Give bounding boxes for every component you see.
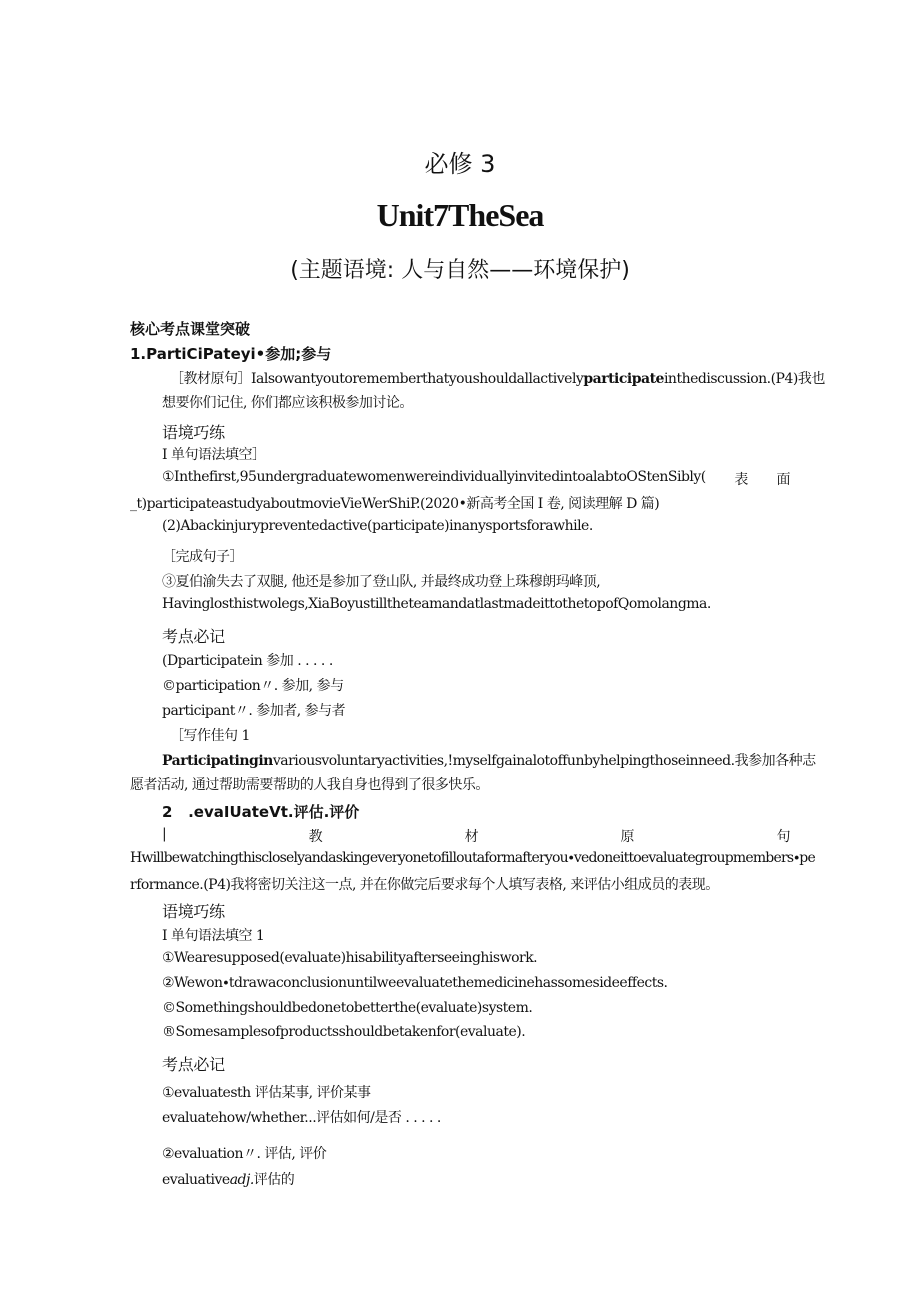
- item2-source-bracket-line: [162, 826, 790, 846]
- item1-practice-sub: I 单句语法填空］: [162, 447, 266, 463]
- item2-ex2: ②Wewon∙tdrawaconclusionuntilweevaluatethemedicinehassomesideeffects.: [162, 975, 668, 991]
- theme-subtitle: (主题语境: 人与自然——环境保护): [290, 258, 630, 283]
- item1-writing-line2: 愿者活动, 通过帮助需要帮助的人我自身也得到了很多快乐。: [130, 777, 489, 793]
- writing-bold: Participatingin: [162, 753, 273, 769]
- item1-writing-line1: [162, 750, 816, 770]
- item1-ex1-line2: _t)participateastudyaboutmovieVieWerShiP.(2020•新高考全国 I 卷, 阅读理解 D 篇): [130, 496, 660, 512]
- item1-practice-heading: 语境巧练: [162, 423, 225, 442]
- item2-heading: [162, 801, 359, 822]
- item2-memo1: ①evaluatesth 评估某事, 评价某事: [162, 1085, 371, 1101]
- ex1-text: ①Inthefirst,95undergraduatewomenwereindividuallyinvitedintoalabtoOStenSibly(: [162, 469, 706, 485]
- volume-title: 必修 3: [424, 150, 496, 178]
- item1-memo3: participant〃. 参加者, 参与者: [162, 703, 346, 719]
- item1-complete-heading: ［完成句子］: [162, 549, 243, 565]
- ex1-char-b: 面: [776, 472, 790, 488]
- section-title: 核心考点课堂突破: [130, 320, 251, 338]
- item1-source-line2: 想要你们记住, 你们都应该积极参加讨论。: [162, 395, 413, 411]
- item2-heading-num: 2: [162, 803, 173, 821]
- item1-memo2: ©participation〃. 参加, 参与: [162, 678, 344, 694]
- item2-memo3: ②evaluation〃. 评估, 评价: [162, 1146, 327, 1162]
- writing-rest: variousvoluntaryactivities,!myselfgainalotoffunbyhelpingthoseinneed.我参加各种志: [272, 753, 816, 769]
- item2-memo-heading: 考点必记: [162, 1055, 225, 1074]
- source-char-0: |: [162, 826, 167, 842]
- source-bold-word: participate: [583, 371, 664, 387]
- memo4-word: evaluative: [162, 1172, 230, 1188]
- item2-ex4: ®Somesamplesofproductsshouldbetakenfor(evaluate).: [162, 1024, 526, 1040]
- memo4-meaning: 评估的: [253, 1172, 295, 1188]
- item1-heading: 1.PartiCiPateyi•参加;参与: [130, 345, 332, 363]
- item1-ex1-line1: [162, 469, 790, 489]
- ex1-char-a: 表: [734, 472, 748, 488]
- source-char-3: 原: [620, 829, 635, 845]
- item1-memo-heading: 考点必记: [162, 627, 225, 646]
- item2-source-line1: Hwillbewatchingthiscloselyandaskingeveryonetofilloutaformafteryou∙vedoneittoevaluategroupmembers∙pe: [130, 850, 815, 866]
- source-char-1: 教: [308, 829, 323, 845]
- item1-memo1: (Dparticipatein 参加 . . . . .: [162, 653, 333, 669]
- item1-source-line1: [170, 368, 825, 388]
- memo4-pos: adj.: [229, 1172, 254, 1188]
- item2-practice-sub: I 单句语法填空 1: [162, 928, 265, 944]
- source-char-2: 材: [464, 829, 479, 845]
- item2-memo4: [162, 1169, 294, 1189]
- item1-ex2: (2)Abackinjurypreventedactive(participate)inanysportsforawhile.: [162, 518, 593, 534]
- source-bracket: ［教材原句］: [170, 371, 251, 387]
- item2-ex1: ①Wearesupposed(evaluate)hisabilityafterseeinghiswork.: [162, 950, 538, 966]
- item2-ex3: ©Somethingshouldbedonetobetterthe(evaluate)system.: [162, 1000, 533, 1016]
- item2-heading-text: .evaIUateVt.评估.评价: [188, 803, 360, 821]
- item1-ex3-en: Havinglosthistwolegs,XiaBoyustilltheteamandatlastmadeittothetopofQomolangma.: [162, 596, 711, 612]
- item2-practice-heading: 语境巧练: [162, 902, 225, 921]
- source-pre: Ialsowantyoutorememberthatyoushouldallactively: [251, 371, 584, 387]
- item1-ex3-cn: ③夏伯渝失去了双腿, 他还是参加了登山队, 并最终成功登上珠穆朗玛峰顶,: [162, 574, 601, 590]
- item2-source-line2: rformance.(P4)我将密切关注这一点, 并在你做完后要求每个人填写表格, 来评估小组成员的表现。: [130, 877, 719, 893]
- item2-memo2: evaluatehow/whether...评估如何/是否 . . . . .: [162, 1110, 441, 1126]
- source-post: inthediscussion.(P4)我也: [663, 371, 825, 387]
- item1-writing-heading: ［写作佳句 1: [170, 728, 250, 744]
- source-char-4: 句: [776, 829, 790, 845]
- unit-title: Unit7TheSea: [376, 197, 544, 233]
